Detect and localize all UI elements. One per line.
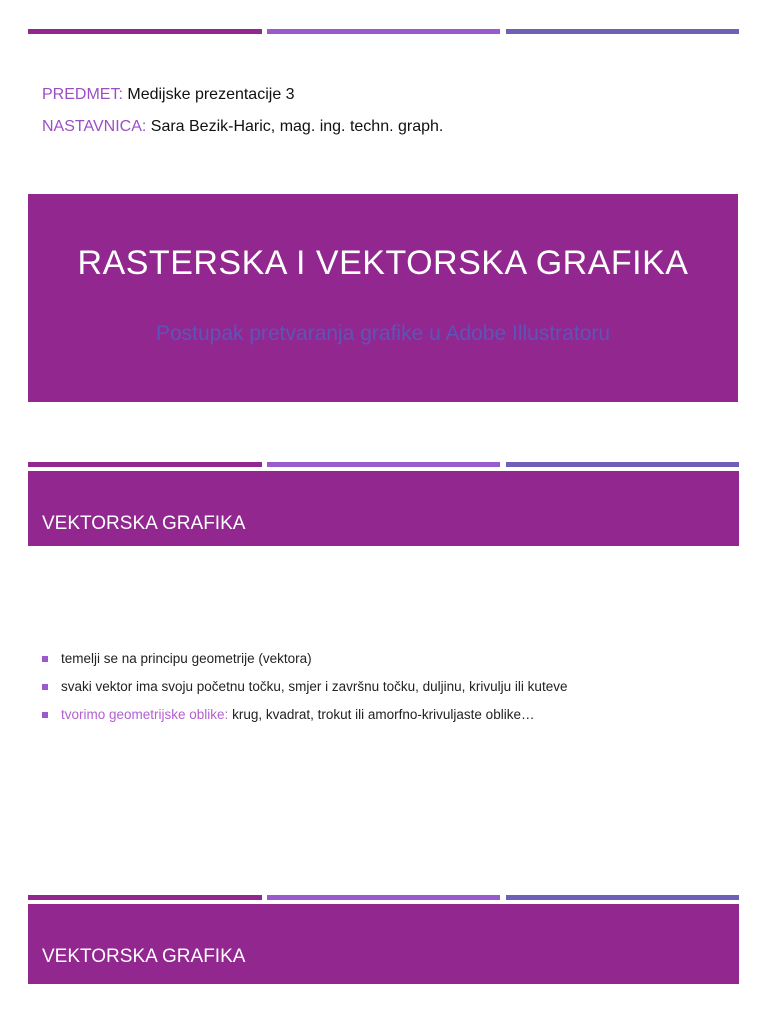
- subject-line: [42, 86, 295, 104]
- teacher-label: NASTAVNICA:: [42, 118, 147, 135]
- decor-stripe-violet: [267, 462, 500, 467]
- list-item: [42, 676, 567, 704]
- list-item: [42, 648, 567, 676]
- title-block: [28, 194, 738, 402]
- decor-stripe-indigo: [506, 29, 739, 34]
- subject-label: PREDMET:: [42, 86, 123, 103]
- teacher-value: Sara Bezik-Haric, mag. ing. techn. graph.: [150, 118, 444, 135]
- teacher-line: [42, 118, 443, 136]
- subject-value: Medijske prezentacije 3: [127, 86, 295, 103]
- bullet-text: temelji se na principu geometrije (vektora): [61, 651, 312, 666]
- bullet-list: [42, 648, 567, 732]
- square-bullet-icon: [42, 712, 48, 718]
- decor-stripe-magenta: [28, 29, 262, 34]
- section-title: VEKTORSKA GRAFIKA: [42, 513, 246, 534]
- square-bullet-icon: [42, 684, 48, 690]
- section-header-bar: [28, 471, 739, 546]
- bullet-highlight: tvorimo geometrijske oblike:: [61, 707, 229, 722]
- presentation-title: RASTERSKA I VEKTORSKA GRAFIKA: [77, 244, 689, 282]
- bullet-text: svaki vektor ima svoju početnu točku, smjer i završnu točku, duljinu, krivulju ili kuteve: [61, 679, 568, 694]
- decor-stripe-violet: [267, 895, 500, 900]
- decor-stripe-magenta: [28, 895, 262, 900]
- square-bullet-icon: [42, 656, 48, 662]
- bullet-text: krug, kvadrat, trokut ili amorfno-krivuljaste oblike…: [232, 707, 535, 722]
- decor-stripe-violet: [267, 29, 500, 34]
- section-header-bar: [28, 904, 739, 984]
- decor-stripe-magenta: [28, 462, 262, 467]
- section-title: VEKTORSKA GRAFIKA: [42, 946, 246, 967]
- decor-stripe-indigo: [506, 462, 739, 467]
- presentation-subtitle: Postupak pretvaranja grafike u Adobe Illustratoru: [155, 322, 611, 345]
- decor-stripe-indigo: [506, 895, 739, 900]
- list-item: [42, 704, 567, 732]
